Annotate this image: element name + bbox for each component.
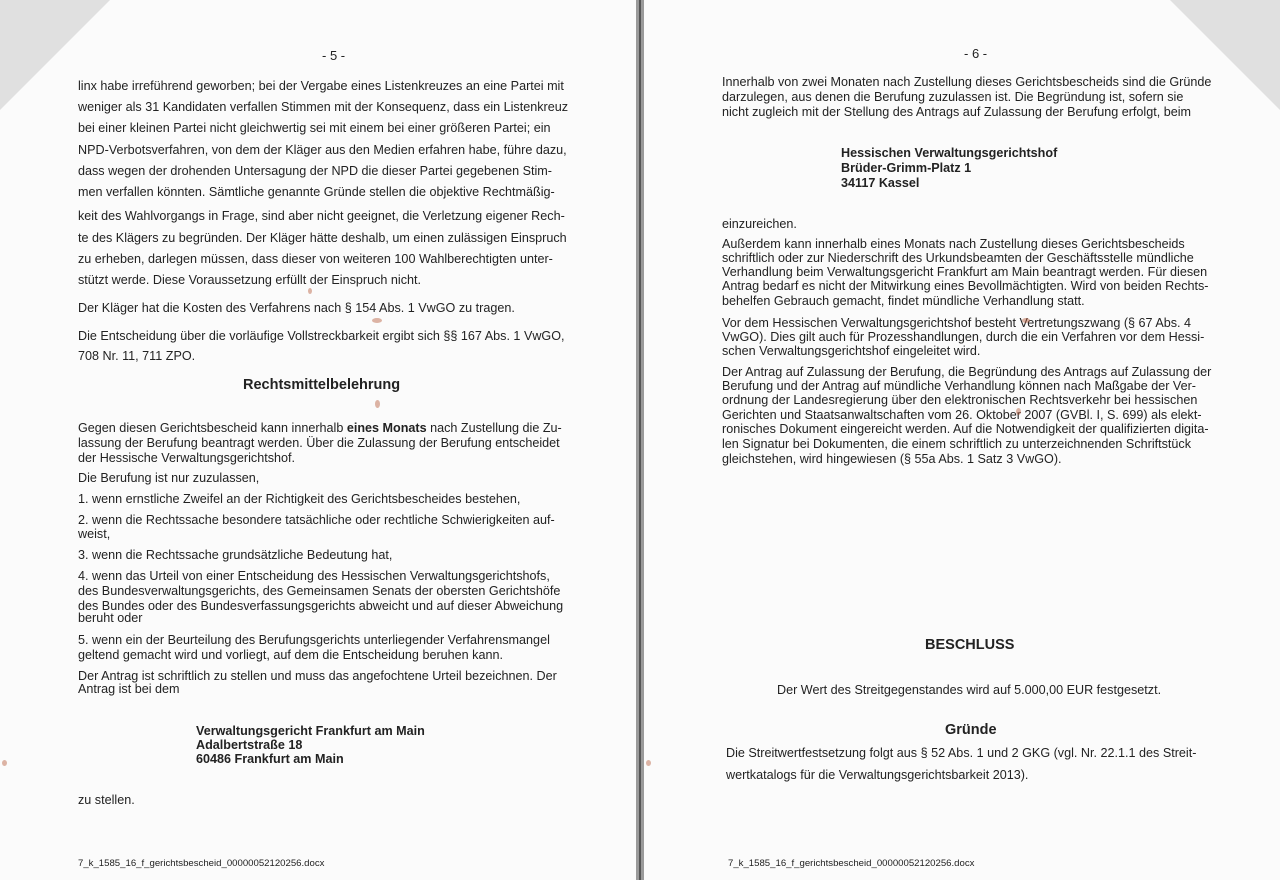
body-line: stützt werde. Diese Voraussetzung erfüllt der Einspruch nicht. xyxy=(78,273,422,287)
document-footer: 7_k_1585_16_f_gerichtsbescheid_00000052120256.docx xyxy=(78,858,325,869)
rm-text: Gegen diesen Gerichtsbescheid kann innerhalb xyxy=(78,421,347,435)
body-line: linx habe irreführend geworben; bei der Vergabe eines Listenkreuzes an eine Partei mit xyxy=(78,79,564,93)
body-line: bei einer kleinen Partei nicht gleichwertig sei mit einem bei einer größeren Partei; ein xyxy=(78,121,551,135)
list-item: 4. wenn das Urteil von einer Entscheidung des Hessischen Verwaltungsgerichtshofs, xyxy=(78,569,550,583)
list-item: 1. wenn ernstliche Zweifel an der Richtigkeit des Gerichtsbescheides bestehen, xyxy=(78,492,521,506)
page-gutter xyxy=(636,0,644,880)
document-footer: 7_k_1585_16_f_gerichtsbescheid_00000052120256.docx xyxy=(728,858,975,869)
body-line: ordnung der Landesregierung über den elektronischen Rechtsverkehr bei hessischen xyxy=(722,393,1198,407)
body-line: einzureichen. xyxy=(722,217,797,231)
ink-smudge xyxy=(1022,318,1030,323)
body-line: nicht zugleich mit der Stellung des Antrags auf Zulassung der Berufung erfolgt, beim xyxy=(722,105,1192,119)
body-line: lassung der Berufung beantragt werden. Über die Zulassung der Berufung entscheidet xyxy=(78,436,560,450)
enforcement-line: 708 Nr. 11, 711 ZPO. xyxy=(78,349,196,363)
body-line: Gerichten und Staatsanwaltschaften vom 26. Oktober 2007 (GVBl. I, S. 699) als elekt- xyxy=(722,408,1202,422)
body-line: schriftlich oder zur Niederschrift des Urkundsbeamten der Geschäftsstelle mündliche xyxy=(722,251,1194,265)
body-line: Vor dem Hessischen Verwaltungsgerichtshof besteht Vertretungszwang (§ 67 Abs. 4 xyxy=(722,316,1192,330)
body-line: Der Antrag auf Zulassung der Berufung, die Begründung des Antrags auf Zulassung der xyxy=(722,365,1212,379)
ink-smudge xyxy=(2,760,7,766)
ink-smudge xyxy=(646,760,651,766)
body-line: Die Berufung ist nur zuzulassen, xyxy=(78,471,260,485)
body-line: Innerhalb von zwei Monaten nach Zustellung dieses Gerichtsbescheids sind die Gründe xyxy=(722,75,1212,89)
court-address-line: Hessischen Verwaltungsgerichtshof xyxy=(841,146,1058,160)
body-line: Antrag ist bei dem xyxy=(78,682,180,696)
rm-bold-deadline: eines Monats xyxy=(346,421,427,435)
section-heading-gruende: Gründe xyxy=(945,722,997,738)
body-line: Die Streitwertfestsetzung folgt aus § 52 Abs. 1 und 2 GKG (vgl. Nr. 22.1.1 des Streit- xyxy=(726,746,1197,760)
page-number: - 5 - xyxy=(322,48,346,63)
body-line: ronisches Dokument eingereicht werden. Auf die Notwendigkeit der qualifizierten digita- xyxy=(722,422,1209,436)
court-address-line: Verwaltungsgericht Frankfurt am Main xyxy=(196,724,425,738)
body-line: Berufung und der Antrag auf mündliche Verhandlung können nach Maßgabe der Ver- xyxy=(722,379,1196,393)
body-line: behelfen Gebrauch gemacht, findet mündliche Verhandlung statt. xyxy=(722,294,1085,308)
body-line: der Hessische Verwaltungsgerichtshof. xyxy=(78,451,296,465)
right-page xyxy=(644,0,1280,880)
enforcement-line: Die Entscheidung über die vorläufige Vollstreckbarkeit ergibt sich §§ 167 Abs. 1 VwGO, xyxy=(78,329,565,343)
rm-text: nach Zustellung die Zu- xyxy=(426,421,562,435)
costs-paragraph: Der Kläger hat die Kosten des Verfahrens nach § 154 Abs. 1 VwGO zu tragen. xyxy=(78,301,515,315)
body-line: VwGO). Dies gilt auch für Prozesshandlungen, durch die ein Verfahren vor dem Hessi- xyxy=(722,330,1205,344)
court-address-line: Brüder-Grimm-Platz 1 xyxy=(841,161,972,175)
folded-corner xyxy=(1170,0,1280,110)
section-heading-rechtsmittelbelehrung: Rechtsmittelbelehrung xyxy=(243,377,401,393)
body-line: gleichstehen, wird hingewiesen (§ 55a Abs. 1 Satz 3 VwGO). xyxy=(722,452,1062,466)
body-line: schen Verwaltungsgerichtshof eingeleitet wird. xyxy=(722,344,981,358)
body-line: Außerdem kann innerhalb eines Monats nach Zustellung dieses Gerichtsbescheids xyxy=(722,237,1185,251)
body-line: dass wegen der drohenden Untersagung der NPD die dieser Partei gegebenen Stim- xyxy=(78,164,552,178)
list-item: weist, xyxy=(78,527,111,541)
list-item: 2. wenn die Rechtssache besondere tatsächliche oder rechtliche Schwierigkeiten auf- xyxy=(78,513,555,527)
body-line: te des Klägers zu begründen. Der Kläger hätte deshalb, um einen zulässigen Einspruch xyxy=(78,231,567,245)
value-determination: Der Wert des Streitgegenstandes wird auf 5.000,00 EUR festgesetzt. xyxy=(777,683,1162,697)
section-heading-beschluss: BESCHLUSS xyxy=(925,637,1015,653)
ink-smudge xyxy=(308,288,312,294)
body-line: Antrag bedarf es nicht der Mitwirkung eines Bevollmächtigten. Wird von beiden Rechts- xyxy=(722,279,1209,293)
list-item: beruht oder xyxy=(78,611,143,625)
ink-smudge xyxy=(375,400,380,408)
body-line: zu erheben, darlegen müssen, dass dieser von weiteren 100 Wahlberechtigten unter- xyxy=(78,252,553,266)
body-line: wertkatalogs für die Verwaltungsgerichtsbarkeit 2013). xyxy=(726,768,1029,782)
list-item: geltend gemacht wird und vorliegt, auf dem die Entscheidung beruhen kann. xyxy=(78,648,503,662)
list-item: des Bundes oder des Bundesverfassungsgerichts abweicht und auf dieser Abweichung xyxy=(78,599,564,613)
body-line: men verfallen könnten. Sämtliche genannte Gründe stellen die objektive Rechtmäßig- xyxy=(78,185,555,199)
court-address-line: Adalbertstraße 18 xyxy=(196,738,303,752)
ink-smudge xyxy=(372,318,382,323)
court-address-line: 60486 Frankfurt am Main xyxy=(196,752,344,766)
body-line: len Signatur bei Dokumenten, die einem schriftlich zu unterzeichnenden Schriftstück xyxy=(722,437,1192,451)
body-line: weniger als 31 Kandidaten verfallen Stimmen mit der Konsequenz, dass ein Listenkreuz xyxy=(78,100,569,114)
list-item: 3. wenn die Rechtssache grundsätzliche Bedeutung hat, xyxy=(78,548,393,562)
list-item: 5. wenn ein der Beurteilung des Berufungsgerichts unterliegender Verfahrensmangel xyxy=(78,633,550,647)
page-number: - 6 - xyxy=(964,46,988,61)
body-line: NPD-Verbotsverfahren, von dem der Kläger aus den Medien erfahren habe, führe dazu, xyxy=(78,143,567,157)
ink-smudge xyxy=(1016,408,1021,415)
body-line: darzulegen, aus denen die Berufung zuzulassen ist. Die Begründung ist, sofern sie xyxy=(722,90,1184,104)
closing-line: zu stellen. xyxy=(78,793,135,807)
left-page xyxy=(0,0,636,880)
body-line: keit des Wahlvorgangs in Frage, sind aber nicht geeignet, die Verletzung eigener Rech- xyxy=(78,209,565,223)
body-line: Der Antrag ist schriftlich zu stellen und muss das angefochtene Urteil bezeichnen. Der xyxy=(78,669,557,683)
body-line: Verhandlung beim Verwaltungsgericht Frankfurt am Main beantragt werden. Für diesen xyxy=(722,265,1208,279)
body-line xyxy=(78,421,562,436)
court-address-line: 34117 Kassel xyxy=(841,176,920,190)
list-item: des Bundesverwaltungsgerichts, des Gemeinsamen Senats der obersten Gerichtshöfe xyxy=(78,584,561,598)
